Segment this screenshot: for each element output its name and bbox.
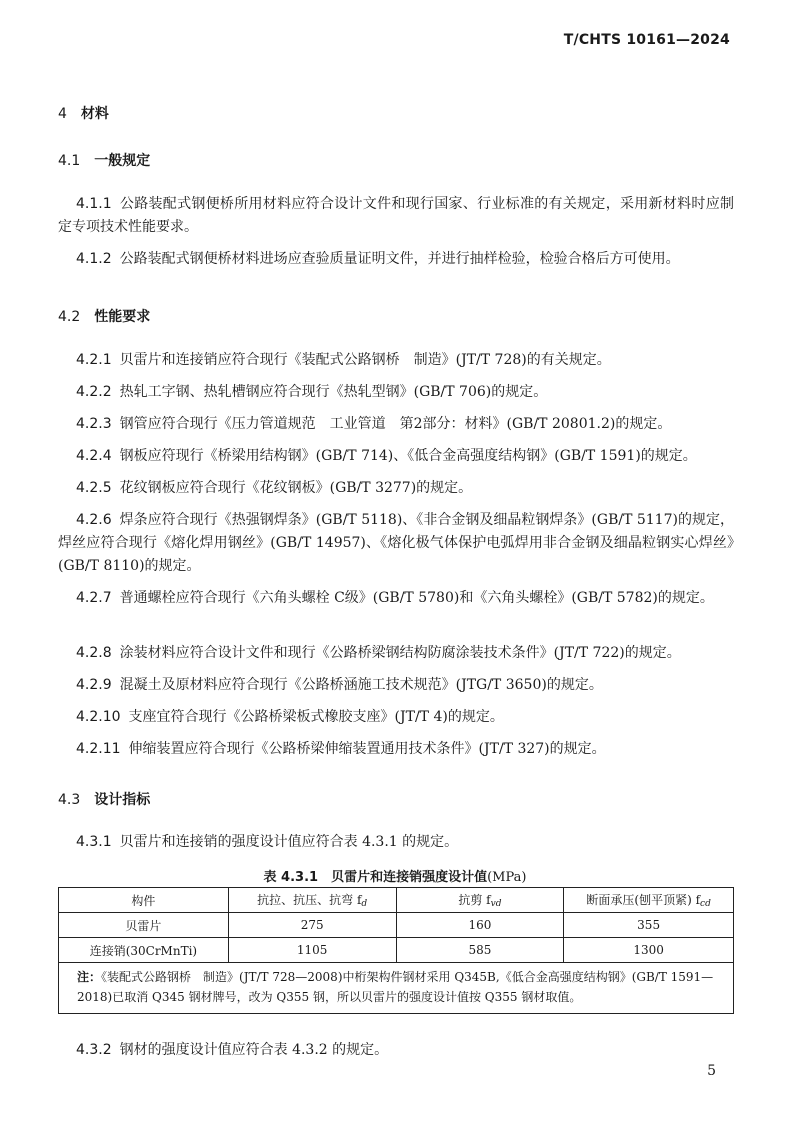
cell-bearing: 1300 [564, 938, 734, 963]
clause-4-3-1 [58, 831, 734, 854]
cell-shear: 160 [396, 913, 564, 938]
clause-text: 焊条应符合现行《热强钢焊条》(GB/T 5118)、《非合金钢及细晶粒钢焊条》(GB/T 5117)的规定，焊丝应符合现行《熔化焊用钢丝》(GB/T 14957)、《熔化极气体保护电弧焊用非合金钢及细晶粒钢实心焊丝》(GB/T 8110)的规定。 [58, 512, 734, 574]
clause-text: 钢材的强度设计值应符合表 4.3.2 的规定。 [119, 1042, 389, 1058]
header-shear: 抗剪 $f_{vd}$ [396, 888, 564, 913]
page-number: 5 [707, 1063, 716, 1079]
cell-member: 连接销(30CrMnTi) [59, 938, 229, 963]
clause-4-2-7 [58, 587, 734, 610]
table-title: 表 4.3.1 贝雷片和连接销强度设计值 [263, 870, 488, 885]
table-header-row [59, 888, 734, 913]
clause-number: 4.2.6 [76, 512, 112, 528]
clause-text: 热轧工字钢、热轧槽钢应符合现行《热轧型钢》(GB/T 706)的规定。 [119, 384, 548, 400]
clause-4-2-5 [58, 477, 734, 500]
table-note-row [59, 963, 734, 1014]
clause-number: 4.1.2 [76, 251, 112, 267]
cell-tension: 1105 [228, 938, 396, 963]
note-text: 《装配式公路钢桥 制造》(JT/T 728—2008)中桁架构件钢材采用 Q345B,《低合金高强度结构钢》(GB/T 1591—2018)已取消 Q345 钢材牌号，改为 Q355 钢，所以贝雷片的强度设计值按 Q355 钢材取值。 [77, 970, 714, 1004]
clause-number: 4.2.11 [76, 741, 121, 757]
table-note [59, 963, 734, 1014]
clause-4-2-2 [58, 381, 734, 404]
clause-4-1-2 [58, 248, 734, 271]
clause-text: 花纹钢板应符合现行《花纹钢板》(GB/T 3277)的规定。 [119, 480, 473, 496]
clause-text: 公路装配式钢便桥所用材料应符合设计文件和现行国家、行业标准的有关规定，采用新材料时应制定专项技术性能要求。 [58, 196, 734, 235]
clause-number: 4.1.1 [76, 196, 112, 212]
note-lead: 注： [77, 970, 102, 984]
clause-text: 支座宜符合现行《公路桥梁板式橡胶支座》(JT/T 4)的规定。 [128, 709, 504, 725]
section-title: 一般规定 [94, 153, 151, 169]
clause-4-2-6 [58, 509, 734, 578]
section-4-1-heading [58, 150, 150, 170]
clause-text: 混凝土及原材料应符合现行《公路桥涵施工技术规范》(JTG/T 3650)的规定。 [119, 677, 603, 693]
header-member: 构件 [59, 888, 229, 913]
section-number: 4.3 [58, 792, 81, 808]
section-title: 性能要求 [94, 309, 151, 325]
clause-text: 公路装配式钢便桥材料进场应查验质量证明文件，并进行抽样检验，检验合格后方可使用。 [119, 251, 680, 267]
section-title: 材料 [80, 106, 109, 122]
clause-text: 钢管应符合现行《压力管道规范 工业管道 第2部分：材料》(GB/T 20801.2)的规定。 [119, 416, 672, 432]
clause-number: 4.2.10 [76, 709, 121, 725]
clause-number: 4.2.8 [76, 645, 112, 661]
clause-4-2-9 [58, 674, 734, 697]
clause-4-2-3 [58, 413, 734, 436]
clause-text: 涂装材料应符合设计文件和现行《公路桥梁钢结构防腐涂装技术条件》(JT/T 722)的规定。 [119, 645, 681, 661]
header-bearing: 断面承压(刨平顶紧) $f_{cd}$ [564, 888, 734, 913]
table-unit: (MPa) [487, 870, 527, 885]
table-row [59, 938, 734, 963]
cell-shear: 585 [396, 938, 564, 963]
clause-text: 普通螺栓应符合现行《六角头螺栓 C级》(GB/T 5780)和《六角头螺栓》(GB/T 5782)的规定。 [119, 590, 714, 606]
clause-4-1-1 [58, 193, 734, 239]
clause-4-2-4 [58, 445, 734, 468]
section-number: 4.1 [58, 153, 81, 169]
section-4-heading [58, 103, 109, 123]
clause-4-2-10 [58, 706, 734, 729]
clause-4-2-8 [58, 642, 734, 665]
clause-number: 4.2.4 [76, 448, 112, 464]
clause-number: 4.2.1 [76, 352, 112, 368]
cell-member: 贝雷片 [59, 913, 229, 938]
clause-number: 4.2.2 [76, 384, 112, 400]
clause-text: 伸缩装置应符合现行《公路桥梁伸缩装置通用技术条件》(JT/T 327)的规定。 [128, 741, 606, 757]
clause-4-2-11 [58, 738, 734, 761]
section-number: 4 [58, 106, 67, 122]
clause-number: 4.3.2 [76, 1042, 112, 1058]
clause-number: 4.2.7 [76, 590, 112, 606]
clause-4-3-2 [58, 1039, 734, 1062]
clause-4-2-1 [58, 349, 734, 372]
section-4-2-heading [58, 306, 150, 326]
clause-number: 4.2.3 [76, 416, 112, 432]
clause-text: 贝雷片和连接销应符合现行《装配式公路钢桥 制造》(JT/T 728)的有关规定。 [119, 352, 611, 368]
clause-number: 4.2.9 [76, 677, 112, 693]
strength-table [58, 887, 734, 1014]
section-title: 设计指标 [94, 792, 151, 808]
cell-tension: 275 [228, 913, 396, 938]
clause-number: 4.3.1 [76, 834, 112, 850]
cell-bearing: 355 [564, 913, 734, 938]
clause-text: 钢板应符现行《桥梁用结构钢》(GB/T 714)、《低合金高强度结构钢》(GB/T 1591)的规定。 [119, 448, 697, 464]
clause-text: 贝雷片和连接销的强度设计值应符合表 4.3.1 的规定。 [119, 834, 459, 850]
clause-number: 4.2.5 [76, 480, 112, 496]
table-caption [0, 866, 790, 885]
section-4-3-heading [58, 789, 150, 809]
standard-number: T/CHTS 10161—2024 [563, 32, 730, 48]
table-row [59, 913, 734, 938]
header-tension: 抗拉、抗压、抗弯 $f_d$ [228, 888, 396, 913]
section-number: 4.2 [58, 309, 81, 325]
